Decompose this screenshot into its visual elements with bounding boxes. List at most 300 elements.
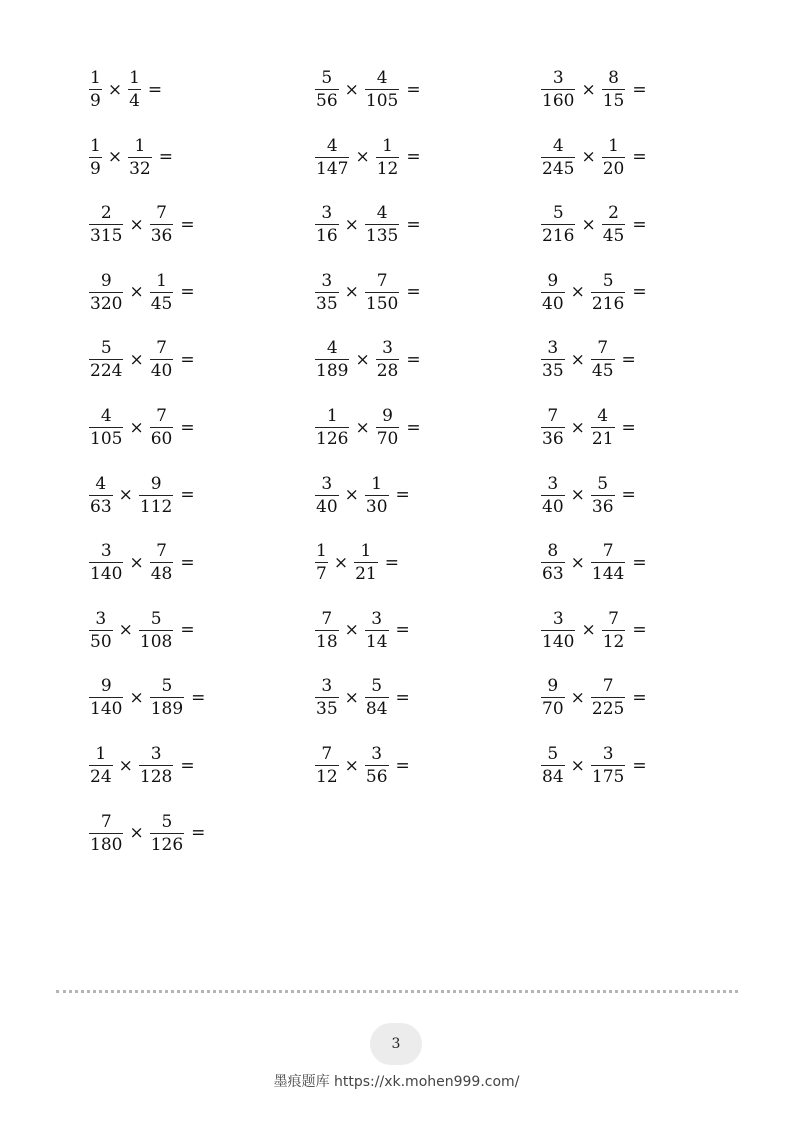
- numerator: 8: [547, 541, 559, 562]
- problem-32: [314, 746, 410, 786]
- fraction-left: [88, 811, 124, 855]
- times-sign: ×: [570, 552, 585, 573]
- equals-sign: =: [147, 79, 163, 100]
- equals-sign: =: [180, 485, 195, 506]
- denominator: 140: [542, 631, 575, 652]
- problem-5: [314, 135, 421, 179]
- fraction-left: [88, 135, 103, 179]
- denominator: 12: [376, 158, 399, 179]
- fraction-left: [88, 473, 114, 517]
- numerator: 3: [552, 608, 564, 629]
- fraction-left: [88, 270, 124, 314]
- equals-sign: =: [395, 620, 410, 641]
- equals-sign: =: [632, 552, 647, 573]
- fraction-right: [601, 205, 627, 245]
- problem-2: [314, 70, 421, 110]
- equals-sign: =: [158, 147, 173, 168]
- times-sign: ×: [355, 349, 370, 370]
- numerator: 7: [100, 811, 112, 832]
- numerator: 7: [547, 406, 559, 426]
- denominator: 60: [150, 429, 173, 449]
- denominator: 189: [316, 361, 349, 382]
- numerator: 5: [552, 203, 564, 224]
- problem-33: [540, 746, 647, 786]
- fraction-right: [601, 70, 627, 110]
- footer-source: 墨痕题库 https://xk.mohen999.com/: [273, 1074, 520, 1090]
- denominator: 180: [90, 834, 123, 855]
- numerator: 9: [547, 676, 559, 697]
- denominator: 40: [316, 496, 338, 517]
- numerator: 1: [95, 744, 107, 764]
- equals-sign: =: [191, 687, 206, 708]
- denominator: 112: [139, 496, 173, 517]
- numerator: 4: [95, 473, 107, 494]
- problem-31: [88, 746, 195, 786]
- denominator: 84: [365, 699, 388, 720]
- fraction-left: [314, 408, 350, 448]
- problem-27: [540, 608, 647, 652]
- numerator: 3: [547, 338, 559, 359]
- times-sign: ×: [355, 417, 370, 438]
- fraction-left: [314, 135, 350, 179]
- problem-25: [88, 608, 195, 652]
- problem-12: [540, 270, 647, 314]
- denominator: 108: [139, 631, 173, 652]
- numerator: 3: [382, 338, 393, 359]
- equals-sign: =: [180, 620, 195, 641]
- fraction-right: [590, 746, 626, 786]
- numerator: 7: [321, 608, 333, 629]
- denominator: 56: [365, 767, 388, 787]
- denominator: 36: [591, 496, 614, 517]
- fraction-left: [540, 543, 566, 583]
- denominator: 140: [90, 564, 123, 585]
- times-sign: ×: [344, 620, 359, 641]
- numerator: 4: [100, 406, 112, 426]
- numerator: 5: [547, 744, 559, 764]
- times-sign: ×: [581, 620, 596, 641]
- fraction-right: [149, 408, 175, 448]
- fraction-right: [601, 608, 627, 652]
- fraction-left: [88, 205, 124, 245]
- denominator: 315: [90, 226, 123, 247]
- denominator: 7: [316, 564, 327, 585]
- denominator: 126: [316, 429, 349, 449]
- problem-3: [540, 70, 647, 110]
- times-sign: ×: [570, 282, 585, 303]
- times-sign: ×: [344, 282, 359, 303]
- numerator: 9: [100, 270, 112, 291]
- denominator: 56: [316, 91, 338, 111]
- numerator: 7: [597, 338, 609, 359]
- fraction-right: [364, 678, 390, 718]
- times-sign: ×: [107, 79, 123, 100]
- problem-13: [88, 340, 195, 380]
- fraction-left: [540, 608, 576, 652]
- dotted-divider: [56, 990, 738, 993]
- problem-23: [314, 543, 399, 583]
- fraction-left: [540, 473, 566, 517]
- fraction-left: [314, 473, 340, 517]
- denominator: 9: [90, 158, 101, 179]
- denominator: 245: [542, 158, 575, 179]
- times-sign: ×: [344, 755, 359, 776]
- fraction-right: [364, 70, 400, 110]
- fraction-left: [314, 608, 340, 652]
- times-sign: ×: [344, 79, 359, 100]
- denominator: 150: [365, 293, 399, 314]
- denominator: 40: [150, 361, 173, 382]
- denominator: 15: [602, 91, 625, 111]
- denominator: 35: [316, 293, 338, 314]
- times-sign: ×: [129, 687, 144, 708]
- denominator: 225: [591, 699, 625, 720]
- numerator: 3: [321, 676, 333, 697]
- fraction-right: [149, 205, 175, 245]
- times-sign: ×: [581, 79, 596, 100]
- denominator: 30: [365, 496, 388, 517]
- numerator: 7: [156, 406, 167, 426]
- fraction-left: [540, 270, 566, 314]
- equals-sign: =: [632, 147, 647, 168]
- denominator: 32: [129, 158, 151, 179]
- denominator: 45: [602, 226, 625, 247]
- problem-10: [88, 270, 195, 314]
- numerator: 3: [321, 270, 333, 291]
- times-sign: ×: [107, 147, 123, 168]
- numerator: 7: [156, 541, 167, 562]
- times-sign: ×: [570, 485, 585, 506]
- fraction-left: [540, 70, 576, 110]
- problem-18: [540, 408, 636, 448]
- equals-sign: =: [406, 214, 421, 235]
- times-sign: ×: [118, 755, 133, 776]
- numerator: 1: [90, 135, 101, 156]
- numerator: 1: [360, 541, 372, 562]
- numerator: 9: [547, 270, 559, 291]
- problem-14: [314, 340, 421, 380]
- fraction-left: [540, 205, 576, 245]
- equals-sign: =: [621, 485, 636, 506]
- numerator: 1: [316, 541, 327, 562]
- equals-sign: =: [406, 79, 421, 100]
- equals-sign: =: [180, 214, 195, 235]
- denominator: 175: [591, 767, 625, 787]
- numerator: 3: [100, 541, 112, 562]
- numerator: 5: [100, 338, 112, 359]
- equals-sign: =: [180, 417, 195, 438]
- numerator: 1: [382, 135, 393, 156]
- numerator: 4: [326, 135, 338, 156]
- equals-sign: =: [180, 755, 195, 776]
- times-sign: ×: [570, 755, 585, 776]
- numerator: 9: [100, 676, 112, 697]
- denominator: 24: [90, 767, 112, 787]
- denominator: 147: [316, 158, 349, 179]
- numerator: 1: [156, 270, 167, 291]
- numerator: 1: [371, 473, 383, 494]
- numerator: 5: [161, 676, 173, 697]
- problem-6: [540, 135, 647, 179]
- times-sign: ×: [581, 214, 596, 235]
- denominator: 84: [542, 767, 564, 787]
- numerator: 5: [321, 68, 333, 88]
- denominator: 70: [376, 429, 399, 449]
- problem-7: [88, 205, 195, 245]
- denominator: 36: [542, 429, 564, 449]
- numerator: 1: [129, 68, 140, 88]
- equals-sign: =: [395, 485, 410, 506]
- fraction-left: [540, 408, 566, 448]
- denominator: 45: [591, 361, 614, 382]
- problem-34: [88, 811, 206, 855]
- equals-sign: =: [180, 282, 195, 303]
- denominator: 9: [90, 91, 101, 111]
- fraction-left: [540, 340, 566, 380]
- numerator: 3: [95, 608, 107, 629]
- denominator: 105: [90, 429, 123, 449]
- numerator: 4: [326, 338, 338, 359]
- denominator: 50: [90, 631, 112, 652]
- denominator: 35: [316, 699, 338, 720]
- fraction-right: [149, 543, 175, 583]
- numerator: 2: [100, 203, 112, 224]
- fraction-left: [314, 340, 350, 380]
- denominator: 320: [90, 293, 123, 314]
- problem-16: [88, 408, 195, 448]
- denominator: 12: [316, 767, 338, 787]
- fraction-right: [364, 270, 400, 314]
- equals-sign: =: [180, 552, 195, 573]
- equals-sign: =: [406, 349, 421, 370]
- fraction-right: [590, 340, 616, 380]
- numerator: 4: [376, 203, 388, 224]
- fraction-right: [149, 340, 175, 380]
- numerator: 3: [602, 744, 614, 764]
- problem-22: [88, 543, 195, 583]
- problem-15: [540, 340, 636, 380]
- fraction-right: [601, 135, 627, 179]
- numerator: 7: [321, 744, 333, 764]
- denominator: 144: [591, 564, 625, 585]
- equals-sign: =: [384, 552, 399, 573]
- times-sign: ×: [129, 214, 144, 235]
- equals-sign: =: [621, 417, 636, 438]
- fraction-right: [138, 746, 174, 786]
- fraction-left: [540, 678, 566, 718]
- page-number: 3: [391, 1036, 401, 1052]
- problem-30: [540, 678, 647, 718]
- numerator: 9: [382, 406, 393, 426]
- fraction-left: [88, 678, 124, 718]
- numerator: 7: [376, 270, 388, 291]
- denominator: 21: [355, 564, 377, 585]
- fraction-right: [590, 270, 626, 314]
- denominator: 36: [150, 226, 173, 247]
- fraction-right: [364, 205, 400, 245]
- fraction-left: [314, 543, 329, 583]
- fraction-left: [540, 135, 576, 179]
- numerator: 7: [608, 608, 619, 629]
- times-sign: ×: [118, 485, 133, 506]
- denominator: 20: [602, 158, 625, 179]
- denominator: 140: [90, 699, 123, 720]
- problem-8: [314, 205, 421, 245]
- fraction-right: [127, 135, 153, 179]
- fraction-left: [314, 678, 340, 718]
- problem-21: [540, 473, 636, 517]
- problem-4: [88, 135, 173, 179]
- denominator: 160: [542, 91, 575, 111]
- problem-26: [314, 608, 410, 652]
- denominator: 189: [150, 699, 184, 720]
- denominator: 16: [316, 226, 338, 247]
- equals-sign: =: [395, 687, 410, 708]
- denominator: 18: [316, 631, 338, 652]
- times-sign: ×: [129, 349, 144, 370]
- numerator: 7: [156, 203, 167, 224]
- fraction-left: [314, 205, 340, 245]
- equals-sign: =: [632, 282, 647, 303]
- equals-sign: =: [632, 755, 647, 776]
- fraction-right: [149, 270, 175, 314]
- equals-sign: =: [632, 620, 647, 641]
- fraction-right: [138, 608, 174, 652]
- equals-sign: =: [191, 823, 206, 844]
- fraction-left: [88, 70, 103, 110]
- fraction-left: [88, 543, 124, 583]
- equals-sign: =: [632, 687, 647, 708]
- problem-29: [314, 678, 410, 718]
- times-sign: ×: [344, 485, 359, 506]
- numerator: 7: [156, 338, 167, 359]
- denominator: 126: [150, 834, 184, 855]
- denominator: 216: [542, 226, 575, 247]
- fraction-left: [88, 340, 124, 380]
- times-sign: ×: [570, 417, 585, 438]
- fraction-left: [314, 270, 340, 314]
- problem-1: [88, 70, 162, 110]
- problem-17: [314, 408, 421, 448]
- numerator: 4: [376, 68, 388, 88]
- denominator: 63: [90, 496, 112, 517]
- fraction-right: [590, 543, 626, 583]
- times-sign: ×: [118, 620, 133, 641]
- numerator: 8: [608, 68, 619, 88]
- numerator: 4: [597, 406, 609, 426]
- equals-sign: =: [395, 755, 410, 776]
- problem-20: [314, 473, 410, 517]
- times-sign: ×: [344, 214, 359, 235]
- numerator: 2: [608, 203, 619, 224]
- fraction-right: [138, 473, 174, 517]
- numerator: 3: [321, 203, 333, 224]
- times-sign: ×: [129, 823, 144, 844]
- denominator: 70: [542, 699, 564, 720]
- times-sign: ×: [570, 687, 585, 708]
- numerator: 1: [134, 135, 146, 156]
- equals-sign: =: [406, 417, 421, 438]
- denominator: 63: [542, 564, 564, 585]
- numerator: 5: [371, 676, 383, 697]
- fraction-right: [375, 340, 401, 380]
- times-sign: ×: [581, 147, 596, 168]
- times-sign: ×: [344, 687, 359, 708]
- fraction-right: [364, 608, 390, 652]
- fraction-right: [364, 746, 390, 786]
- fraction-left: [540, 746, 566, 786]
- denominator: 35: [542, 361, 564, 382]
- fraction-left: [88, 746, 114, 786]
- fraction-right: [375, 408, 401, 448]
- equals-sign: =: [406, 147, 421, 168]
- equals-sign: =: [632, 79, 647, 100]
- numerator: 9: [150, 473, 162, 494]
- numerator: 4: [552, 135, 564, 156]
- fraction-left: [88, 408, 124, 448]
- times-sign: ×: [129, 417, 144, 438]
- denominator: 48: [150, 564, 173, 585]
- numerator: 1: [90, 68, 101, 88]
- numerator: 7: [602, 676, 614, 697]
- numerator: 5: [150, 608, 162, 629]
- numerator: 1: [326, 406, 338, 426]
- fraction-right: [149, 811, 185, 855]
- fraction-right: [353, 543, 379, 583]
- denominator: 21: [591, 429, 614, 449]
- numerator: 7: [602, 541, 614, 562]
- numerator: 3: [371, 608, 383, 629]
- fraction-right: [590, 678, 626, 718]
- denominator: 135: [365, 226, 399, 247]
- denominator: 40: [542, 293, 564, 314]
- fraction-right: [127, 70, 142, 110]
- problem-9: [540, 205, 647, 245]
- numerator: 3: [321, 473, 333, 494]
- fraction-right: [590, 408, 616, 448]
- problem-24: [540, 543, 647, 583]
- numerator: 3: [150, 744, 162, 764]
- numerator: 3: [547, 473, 559, 494]
- fraction-right: [375, 135, 401, 179]
- page-number-badge: [370, 1023, 422, 1065]
- problem-11: [314, 270, 421, 314]
- denominator: 128: [139, 767, 173, 787]
- numerator: 3: [371, 744, 383, 764]
- numerator: 5: [602, 270, 614, 291]
- problem-28: [88, 678, 205, 718]
- fraction-left: [88, 608, 114, 652]
- times-sign: ×: [129, 552, 144, 573]
- problem-19: [88, 473, 195, 517]
- denominator: 12: [602, 631, 625, 652]
- denominator: 28: [376, 361, 399, 382]
- numerator: 1: [608, 135, 619, 156]
- equals-sign: =: [621, 349, 636, 370]
- times-sign: ×: [129, 282, 144, 303]
- numerator: 5: [161, 811, 173, 832]
- numerator: 3: [552, 68, 564, 88]
- times-sign: ×: [333, 552, 349, 573]
- equals-sign: =: [406, 282, 421, 303]
- denominator: 45: [150, 293, 173, 314]
- times-sign: ×: [355, 147, 370, 168]
- fraction-left: [314, 746, 340, 786]
- denominator: 4: [129, 91, 140, 111]
- numerator: 5: [597, 473, 609, 494]
- denominator: 224: [90, 361, 123, 382]
- denominator: 216: [591, 293, 625, 314]
